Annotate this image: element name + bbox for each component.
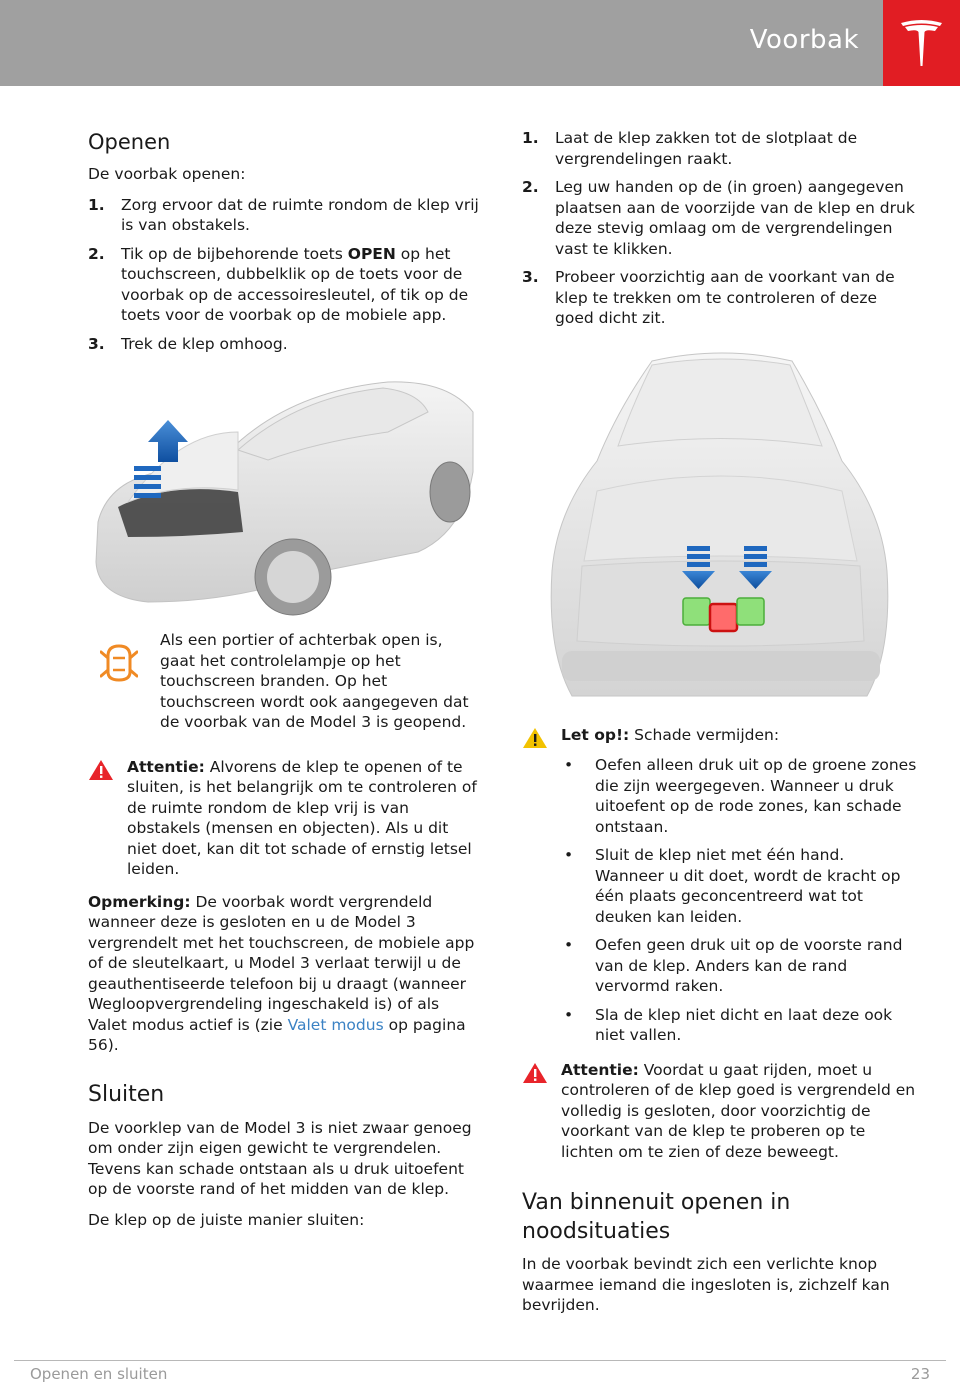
open-steps-list xyxy=(88,195,480,355)
list-item: • Oefen alleen druk uit op de groene zones die zijn weergegeven. Wanneer u druk uitoefent op de rode zones, kan schade ontstaan. xyxy=(564,756,917,836)
close-paragraph: De voorklep van de Model 3 is niet zwaar genoeg om onder zijn eigen gewicht te vergrendelen. Tevens kan schade ontstaan als u druk uitoefent op de voorste rand of het midden van de klep. xyxy=(88,1118,472,1198)
close-intro: De klep op de juiste manier sluiten: xyxy=(88,1210,365,1229)
caution-label: Let op!: xyxy=(561,725,630,744)
close-steps-list xyxy=(522,128,918,329)
list-item: • Sluit de klep niet met één hand. Wanneer u dit doet, wordt de kracht op één plaats geconcentreerd wat tot deuken kan leiden. xyxy=(564,846,901,926)
info-note xyxy=(88,630,480,733)
caution-text: Schade vermijden: xyxy=(629,725,780,744)
intro-open: De voorbak openen: xyxy=(88,165,246,183)
list-item: 3. Probeer voorzichtig aan de voorkant van de klep te trekken om te controleren of deze goed dicht zit. xyxy=(522,268,895,327)
remark: Opmerking: De voorbak wordt vergrendeld wanneer deze is gesloten en u de Model 3 vergrendelt met het touchscreen, de mobiele app of de sleutelkaart, u Model 3 verlaat terwijl u de geauthentiseerde telefoon bij u draagt (wanneer Wegloopvergrendeling ingeschakeld is) of als Valet modus actief is (zie Valet modus op pagina 56). xyxy=(88,892,475,1054)
warning-callout xyxy=(88,757,480,880)
list-item: 2. Tik op de bijbehorende toets OPEN op het touchscreen, dubbelklik op de toets voor de voorbak op de accessoiresleutel, of tik op de toets voor de voorbak op de mobiele app. xyxy=(88,244,469,324)
red-zone-center xyxy=(710,604,737,631)
footer-section: Openen en sluiten xyxy=(30,1365,168,1383)
green-zone-left xyxy=(683,598,710,625)
car-open-indicator-icon xyxy=(100,642,138,690)
warning-text: Voordat u gaat rijden, moet u controleren of de klep goed is vergrendeld en volledig is gesloten, door voorzichtig de voorkant van de klep te proberen op te lichten om te zien of deze beweegt. xyxy=(561,1060,916,1161)
section-heading-open: Openen xyxy=(88,130,171,154)
list-item: 1. Laat de klep zakken tot de slotplaat de vergrendelingen raakt. xyxy=(522,129,858,168)
caution-callout xyxy=(522,725,918,1046)
list-item: 2. Leg uw handen op de (in groen) aangegeven plaatsen aan de voorzijde van de klep en druk deze stevig omlaag om de vergrendelingen vast te klikken. xyxy=(522,178,915,258)
car-open-illustration xyxy=(88,372,480,622)
page-number: 23 xyxy=(910,1365,930,1383)
list-item: 3. Trek de klep omhoog. xyxy=(88,334,288,353)
warning-label: Attentie: xyxy=(127,757,205,776)
valet-mode-link[interactable]: Valet modus xyxy=(287,1015,384,1034)
green-zone-right xyxy=(737,598,764,625)
footer-divider xyxy=(14,1360,946,1361)
list-item: • Sla de klep niet dicht en laat deze ook niet vallen. xyxy=(564,1005,893,1044)
list-item: 1. Zorg ervoor dat de ruimte rondom de klep vrij is van obstakels. xyxy=(88,195,479,234)
warning-callout-drive xyxy=(522,1060,918,1163)
caution-triangle-icon xyxy=(522,727,548,755)
warning-triangle-icon xyxy=(88,759,114,787)
warning-triangle-icon xyxy=(522,1062,548,1090)
list-item: • Oefen geen druk uit op de voorste rand van de klep. Anders kan de rand vervormd raken. xyxy=(564,936,903,995)
info-note-text: Als een portier of achterbak open is, gaat het controlelampje op het touchscreen branden. Op het touchscreen wordt ook aangegeven dat de voorbak van de Model 3 is geopend. xyxy=(160,631,469,731)
header-bar xyxy=(0,0,883,86)
section-heading-close: Sluiten xyxy=(88,1081,165,1107)
page-title: Voorbak xyxy=(749,25,859,55)
open-button-label: OPEN xyxy=(347,244,396,263)
warning-text: Alvorens de klep te openen of te sluiten, is het belangrijk om te controleren of de ruimte rondom de klep vrij is van obstakels (mensen en objecten). Als u dit niet doet, kan dit tot schade of ernstig letsel leiden. xyxy=(127,757,477,878)
caution-bullets xyxy=(561,755,918,1046)
brand-logo xyxy=(883,0,960,86)
left-column xyxy=(88,128,480,1240)
hood-close-illustration xyxy=(522,351,918,711)
tesla-logo-icon xyxy=(899,18,944,68)
emergency-paragraph: In de voorbak bevindt zich een verlichte knop waarmee iemand die ingesloten is, zichzelf kan bevrijden. xyxy=(522,1255,890,1314)
warning-label: Attentie: xyxy=(561,1060,639,1079)
section-heading-emergency: Van binnenuit openen in noodsituaties xyxy=(522,1190,791,1244)
right-column xyxy=(522,128,918,1326)
